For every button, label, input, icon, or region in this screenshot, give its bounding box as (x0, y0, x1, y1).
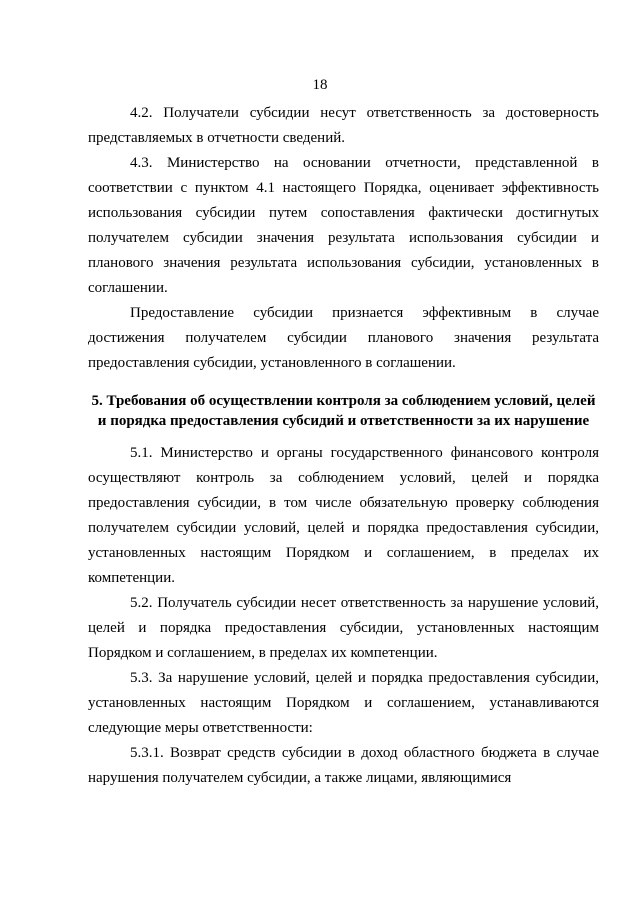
document-body (88, 101, 599, 791)
paragraph-4-3: 4.3. Министерство на основании отчетности, представленной в соответствии с пунктом 4.1 настоящего Порядка, оценивает эффективность использования субсидии путем сопоставления фактически достигнутых получателем субсидии значения результата использования субсидии и планового значения результата использования субсидии, установленных в соглашении. (88, 155, 599, 296)
section-5-heading-line1: 5. Требования об осуществлении контроля за соблюдением условий, целей (91, 393, 596, 409)
paragraph-5-1: 5.1. Министерство и органы государственного финансового контроля осуществляют контроль за соблюдением условий, целей и порядка предоставления субсидии, в том числе обязательную проверку соблюдения получателем субсидии условий, целей и порядка предоставления субсидии, установленных настоящим Порядком и соглашением, в пределах их компетенции. (88, 445, 599, 586)
paragraph-5-3: 5.3. За нарушение условий, целей и порядка предоставления субсидии, установленных настоящим Порядком и соглашением, устанавливаются следующие меры ответственности: (88, 670, 599, 736)
paragraph-4-2: 4.2. Получатели субсидии несут ответственность за достоверность представляемых в отчетности сведений. (88, 105, 599, 146)
section-5-heading (88, 391, 599, 431)
paragraph-efficiency: Предоставление субсидии признается эффективным в случае достижения получателем субсидии планового значения результата предоставления субсидии, установленного в соглашении. (88, 305, 599, 371)
paragraph-5-2: 5.2. Получатель субсидии несет ответственность за нарушение условий, целей и порядка предоставления субсидии, установленных настоящим Порядком и соглашением, в пределах их компетенции. (88, 595, 599, 661)
paragraph-5-3-1: 5.3.1. Возврат средств субсидии в доход областного бюджета в случае нарушения получателем субсидии, а также лицами, являющимися (88, 745, 599, 786)
section-5-heading-line2: и порядка предоставления субсидий и ответственности за их нарушение (97, 413, 590, 429)
page-number: 18 (312, 77, 328, 93)
